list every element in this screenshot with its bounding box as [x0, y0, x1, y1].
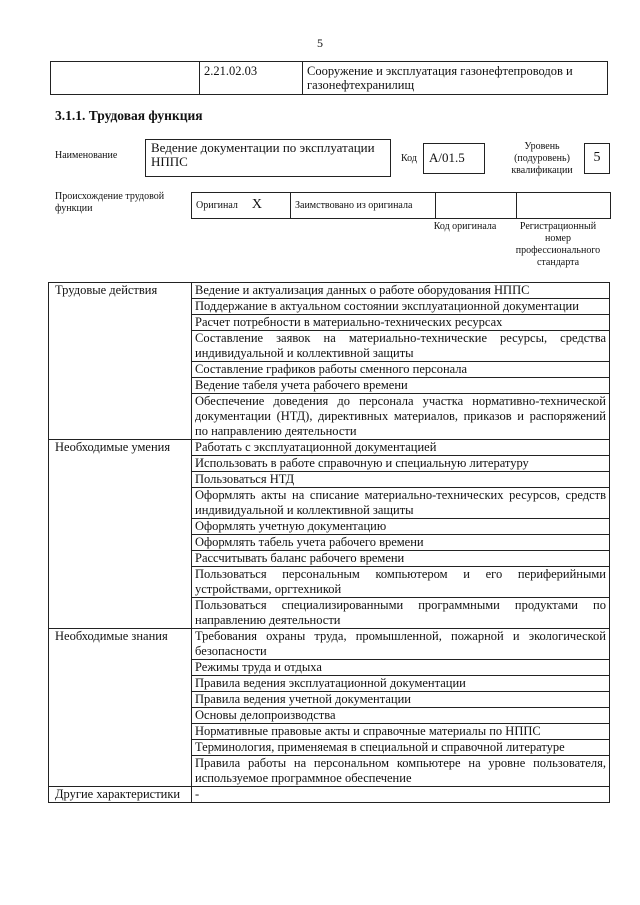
section-item: Пользоваться НТД [192, 472, 610, 488]
specialty-code: 2.21.02.03 [200, 62, 303, 95]
section-item: Пользоваться персональным компьютером и его периферийными устройствами, оргтехникой [192, 567, 610, 598]
origin-table [191, 192, 611, 219]
section-item: Обеспечение доведения до персонала участка нормативно-технической документации (НТД), директивных материалов, приказов и распоряжений по направлению деятельности [192, 394, 610, 440]
section-category: Необходимые знания [49, 629, 192, 787]
section-item: Требования охраны труда, промышленной, пожарной и экологической безопасности [192, 629, 610, 660]
function-name-value: Ведение документации по эксплуатации НППС [145, 139, 391, 177]
code-original-label: Код оригинала [433, 221, 497, 232]
original-cell [192, 193, 291, 219]
section-item: Правила ведения учетной документации [192, 692, 610, 708]
section-item: Оформлять акты на списание материально-технических ресурсов, средств индивидуальной и коллективной защиты [192, 488, 610, 519]
original-mark: X [251, 197, 263, 212]
section-category: Необходимые умения [49, 440, 192, 629]
section-item: Оформлять учетную документацию [192, 519, 610, 535]
table-row [49, 787, 610, 803]
specialty-code-table [50, 61, 608, 95]
section-item: Расчет потребности в материально-технических ресурсах [192, 315, 610, 331]
section-item: Составление заявок на материально-технические ресурсы, средства индивидуальной и коллективной защиты [192, 331, 610, 362]
qualification-level-label: Уровень (подуровень) квалификации [511, 141, 573, 176]
origin-label: Происхождение трудовой функции [55, 191, 165, 214]
labor-function-table [48, 282, 610, 803]
section-title: 3.1.1. Трудовая функция [55, 108, 203, 123]
section-item: Рассчитывать баланс рабочего времени [192, 551, 610, 567]
section-item: Правила ведения эксплуатационной документации [192, 676, 610, 692]
section-item: Пользоваться специализированными программными продуктами по направлению деятельности [192, 598, 610, 629]
name-label: Наименование [55, 150, 118, 161]
section-item: Ведение и актуализация данных о работе оборудования НППС [192, 283, 610, 299]
table-row [49, 283, 610, 299]
section-item: Правила работы на персональном компьютере на уровне пользователя, используемое программное обеспечение [192, 756, 610, 787]
section-item: Работать с эксплуатационной документацией [192, 440, 610, 456]
section-category: Трудовые действия [49, 283, 192, 440]
table-row [49, 629, 610, 660]
section-item: - [192, 787, 610, 803]
function-code-value: А/01.5 [423, 143, 485, 174]
reg-number-cell [517, 193, 611, 219]
section-item: Ведение табеля учета рабочего времени [192, 378, 610, 394]
original-label: Оригинал [196, 200, 238, 211]
page-number: 5 [317, 36, 323, 50]
section-item: Использовать в работе справочную и специальную литературу [192, 456, 610, 472]
code-original-cell [436, 193, 517, 219]
reg-number-label: Регистрационный номер профессионального стандарта [515, 221, 601, 268]
section-item: Терминология, применяемая в специальной и справочной литературе [192, 740, 610, 756]
section-category: Другие характеристики [49, 787, 192, 803]
section-item: Оформлять табель учета рабочего времени [192, 535, 610, 551]
section-item: Составление графиков работы сменного персонала [192, 362, 610, 378]
section-item: Режимы труда и отдыха [192, 660, 610, 676]
qualification-level-value: 5 [584, 143, 610, 174]
code-label: Код [401, 153, 417, 164]
borrowed-label: Заимствовано из оригинала [291, 193, 436, 219]
table-row [49, 440, 610, 456]
section-item: Основы делопроизводства [192, 708, 610, 724]
specialty-name: Сооружение и эксплуатация газонефтепроводов и газонефтехранилищ [303, 62, 608, 95]
code-row-empty-cell [51, 62, 200, 95]
section-item: Нормативные правовые акты и справочные материалы по НППС [192, 724, 610, 740]
section-item: Поддержание в актуальном состоянии эксплуатационной документации [192, 299, 610, 315]
